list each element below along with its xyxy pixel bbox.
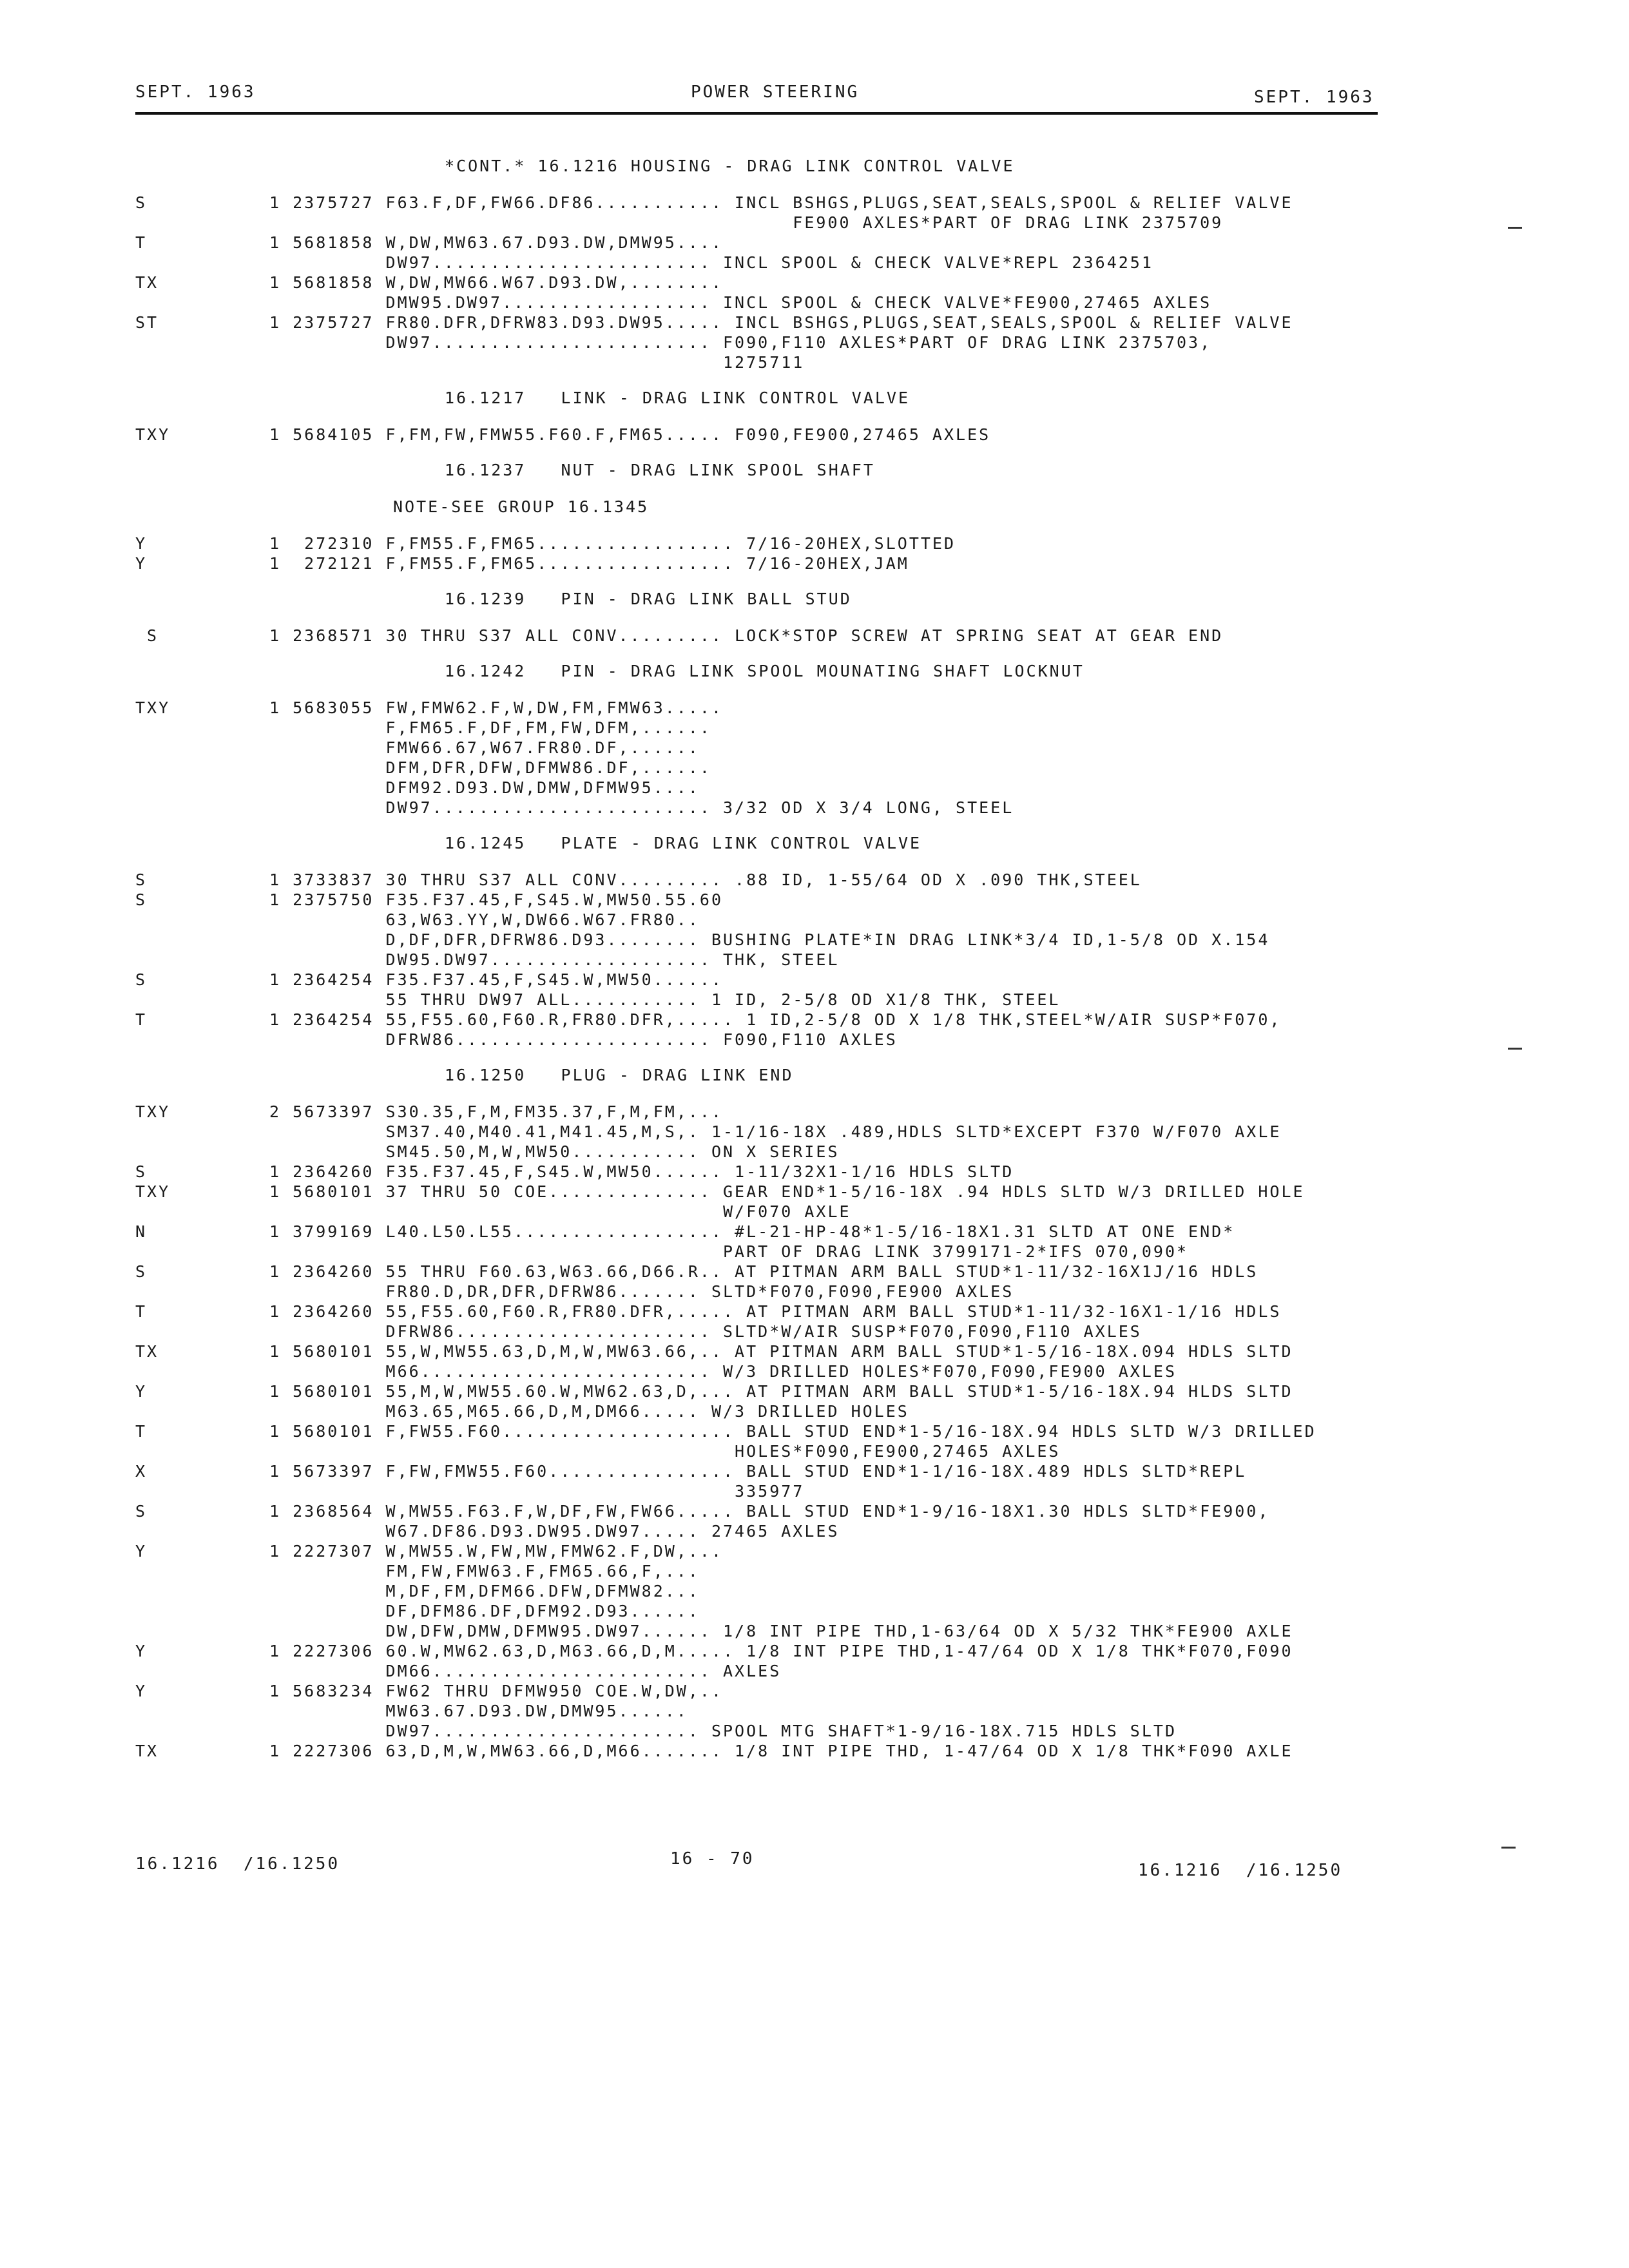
part-entry: 1 2364260 55,F55.60,F60.R,FR80.DFR,..... AT PITMAN ARM BALL STUD*1-11/32-16X1-1/16 HDLS bbox=[269, 1302, 1282, 1321]
parts-line bbox=[135, 1142, 1398, 1162]
section-heading bbox=[135, 833, 1398, 853]
parts-line bbox=[135, 1381, 1398, 1401]
parts-line bbox=[135, 738, 1398, 758]
model-code: Y bbox=[135, 1542, 148, 1561]
parts-line bbox=[135, 312, 1398, 332]
header-rule bbox=[135, 112, 1378, 115]
model-code: TX bbox=[135, 1342, 159, 1361]
part-entry: 1 2227306 63,D,M,W,MW63.66,D,M66....... 1/8 INT PIPE THD, 1-47/64 OD X 1/8 THK*F090 AXLE bbox=[269, 1742, 1293, 1760]
model-code: X bbox=[135, 1462, 148, 1481]
part-entry: 335977 bbox=[269, 1482, 805, 1501]
model-code: T bbox=[135, 1302, 148, 1321]
part-entry: 1 5680101 37 THRU 50 COE.............. GEAR END*1-5/16-18X .94 HDLS SLTD W/3 DRILLED HOLE bbox=[269, 1182, 1305, 1201]
part-entry: FR80.D,DR,DFR,DFRW86....... SLTD*F070,F090,FE900 AXLES bbox=[269, 1282, 1014, 1301]
part-entry: FE900 AXLES*PART OF DRAG LINK 2375709 bbox=[269, 213, 1224, 232]
part-entry: DF,DFM86.DF,DFM92.D93...... bbox=[269, 1602, 700, 1620]
parts-line bbox=[135, 1441, 1398, 1461]
parts-line bbox=[135, 1282, 1398, 1302]
parts-listing bbox=[135, 140, 1398, 1761]
section-title: 16.1242 PIN - DRAG LINK SPOOL MOUNATING SHAFT LOCKNUT bbox=[445, 662, 1084, 680]
part-entry: 1 272310 F,FM55.F,FM65................. 7/16-20HEX,SLOTTED bbox=[269, 534, 956, 553]
model-code: S bbox=[135, 626, 159, 645]
part-entry: DW,DFW,DMW,DFMW95.DW97...... 1/8 INT PIPE THD,1-63/64 OD X 5/32 THK*FE900 AXLE bbox=[269, 1622, 1293, 1640]
model-code: Y bbox=[135, 534, 148, 553]
parts-line bbox=[135, 1741, 1398, 1761]
part-entry: 1 2364260 55 THRU F60.63,W63.66,D66.R.. AT PITMAN ARM BALL STUD*1-11/32-16X1J/16 HDLS bbox=[269, 1262, 1258, 1281]
section-title: 16.1237 NUT - DRAG LINK SPOOL SHAFT bbox=[445, 461, 875, 479]
parts-line bbox=[135, 1521, 1398, 1541]
section-note bbox=[135, 497, 1398, 517]
margin-mark bbox=[1508, 227, 1522, 229]
part-entry: DW97........................ 3/32 OD X 3/4 LONG, STEEL bbox=[269, 798, 1014, 817]
parts-line bbox=[135, 970, 1398, 990]
model-code: TX bbox=[135, 1742, 159, 1760]
part-entry: 1 2368571 30 THRU S37 ALL CONV......... LOCK*STOP SCREW AT SPRING SEAT AT GEAR END bbox=[269, 626, 1224, 645]
part-entry: 1 5681858 W,DW,MW66.W67.D93.DW,........ bbox=[269, 273, 723, 292]
parts-line bbox=[135, 1641, 1398, 1661]
part-entry: 1 5680101 F,FW55.F60.................... BALL STUD END*1-5/16-18X.94 HDLS SLTD W/3 DRILLED bbox=[269, 1422, 1316, 1441]
parts-line bbox=[135, 1701, 1398, 1721]
parts-line bbox=[135, 1182, 1398, 1202]
section-title: 16.1239 PIN - DRAG LINK BALL STUD bbox=[445, 590, 852, 608]
part-entry: D,DF,DFR,DFRW86.D93........ BUSHING PLATE*IN DRAG LINK*3/4 ID,1-5/8 OD X.154 bbox=[269, 930, 1270, 949]
parts-line bbox=[135, 1601, 1398, 1621]
part-entry: 1 5680101 55,M,W,MW55.60.W,MW62.63,D,... AT PITMAN ARM BALL STUD*1-5/16-18X.94 HLDS SLTD bbox=[269, 1382, 1293, 1401]
model-code: T bbox=[135, 1422, 148, 1441]
parts-line bbox=[135, 1361, 1398, 1381]
parts-line bbox=[135, 352, 1398, 372]
parts-line bbox=[135, 1030, 1398, 1050]
part-entry: DW97....................... SPOOL MTG SHAFT*1-9/16-18X.715 HDLS SLTD bbox=[269, 1722, 1177, 1740]
footer-range-right: 16.1216 /16.1250 bbox=[1138, 1861, 1343, 1880]
parts-line bbox=[135, 1302, 1398, 1321]
part-entry: DFRW86...................... F090,F110 AXLES bbox=[269, 1030, 898, 1049]
part-entry: 1 5683234 FW62 THRU DFMW950 COE.W,DW,.. bbox=[269, 1682, 723, 1700]
parts-line bbox=[135, 1681, 1398, 1701]
footer-range-left: 16.1216 /16.1250 bbox=[135, 1854, 340, 1874]
part-entry: DW97........................ INCL SPOOL & CHECK VALVE*REPL 2364251 bbox=[269, 253, 1153, 272]
parts-line bbox=[135, 798, 1398, 818]
parts-line bbox=[135, 1242, 1398, 1262]
section-heading bbox=[135, 1065, 1398, 1085]
parts-line bbox=[135, 890, 1398, 910]
parts-line bbox=[135, 1561, 1398, 1581]
model-code: S bbox=[135, 870, 148, 889]
part-entry: FM,FW,FMW63.F,FM65.66,F,... bbox=[269, 1562, 700, 1581]
part-entry: 1 3733837 30 THRU S37 ALL CONV......... .88 ID, 1-55/64 OD X .090 THK,STEEL bbox=[269, 870, 1142, 889]
part-entry: 1 2364254 55,F55.60,F60.R,FR80.DFR,..... 1 ID,2-5/8 OD X 1/8 THK,STEEL*W/AIR SUSP*F070, bbox=[269, 1010, 1282, 1029]
note-text: NOTE-SEE GROUP 16.1345 bbox=[393, 497, 650, 516]
model-code: S bbox=[135, 193, 148, 212]
parts-line bbox=[135, 758, 1398, 778]
part-entry: FMW66.67,W67.FR80.DF,...... bbox=[269, 738, 700, 757]
parts-line bbox=[135, 626, 1398, 646]
parts-line bbox=[135, 1501, 1398, 1521]
model-code: S bbox=[135, 890, 148, 909]
part-entry: M66......................... W/3 DRILLED HOLES*F070,F090,FE900 AXLES bbox=[269, 1362, 1177, 1381]
parts-line bbox=[135, 332, 1398, 352]
part-entry: W67.DF86.D93.DW95.DW97..... 27465 AXLES bbox=[269, 1522, 840, 1541]
part-entry: M,DF,FM,DFM66.DFW,DFMW82... bbox=[269, 1582, 700, 1600]
parts-line bbox=[135, 778, 1398, 798]
part-entry: MW63.67.D93.DW,DMW95...... bbox=[269, 1702, 688, 1720]
part-entry: 1 5673397 F,FW,FMW55.F60................ BALL STUD END*1-1/16-18X.489 HDLS SLTD*REPL bbox=[269, 1462, 1247, 1481]
parts-line bbox=[135, 990, 1398, 1010]
parts-line bbox=[135, 1262, 1398, 1282]
parts-line bbox=[135, 553, 1398, 573]
parts-line bbox=[135, 425, 1398, 445]
part-entry: 1 272121 F,FM55.F,FM65................. 7/16-20HEX,JAM bbox=[269, 554, 909, 573]
parts-line bbox=[135, 1102, 1398, 1122]
parts-line bbox=[135, 1421, 1398, 1441]
model-code: TXY bbox=[135, 1102, 171, 1121]
parts-line bbox=[135, 1481, 1398, 1501]
part-entry: DW95.DW97................... THK, STEEL bbox=[269, 950, 840, 969]
part-entry: M63.65,M65.66,D,M,DM66..... W/3 DRILLED HOLES bbox=[269, 1402, 909, 1421]
part-entry: DFRW86...................... SLTD*W/AIR SUSP*F070,F090,F110 AXLES bbox=[269, 1322, 1142, 1341]
parts-line bbox=[135, 1661, 1398, 1681]
part-entry: 1 2364260 F35.F37.45,F,S45.W,MW50...... 1-11/32X1-1/16 HDLS SLTD bbox=[269, 1162, 1014, 1181]
model-code: N bbox=[135, 1222, 148, 1241]
model-code: S bbox=[135, 1502, 148, 1521]
part-entry: DMW95.DW97.................. INCL SPOOL & CHECK VALVE*FE900,27465 AXLES bbox=[269, 293, 1212, 312]
section-title: 16.1217 LINK - DRAG LINK CONTROL VALVE bbox=[445, 389, 911, 407]
part-entry: 1275711 bbox=[269, 353, 805, 372]
part-entry: 1 2364254 F35.F37.45,F,S45.W,MW50...... bbox=[269, 970, 723, 989]
part-entry: 1 2375750 F35.F37.45,F,S45.W,MW50.55.60 bbox=[269, 890, 723, 909]
header-date-right: SEPT. 1963 bbox=[1254, 88, 1374, 107]
parts-line bbox=[135, 1721, 1398, 1741]
parts-line bbox=[135, 233, 1398, 253]
section-heading bbox=[135, 589, 1398, 609]
part-entry: 1 2375727 FR80.DFR,DFRW83.D93.DW95..... INCL BSHGS,PLUGS,SEAT,SEALS,SPOOL & RELIEF VALVE bbox=[269, 313, 1293, 332]
parts-line bbox=[135, 213, 1398, 233]
part-entry: 2 5673397 S30.35,F,M,FM35.37,F,M,FM,... bbox=[269, 1102, 723, 1121]
model-code: TXY bbox=[135, 1182, 171, 1201]
model-code: Y bbox=[135, 1382, 148, 1401]
part-entry: DM66........................ AXLES bbox=[269, 1662, 782, 1680]
parts-line bbox=[135, 253, 1398, 273]
part-entry: DFM92.D93.DW,DMW,DFMW95.... bbox=[269, 778, 700, 797]
parts-line bbox=[135, 930, 1398, 950]
parts-line bbox=[135, 1162, 1398, 1182]
model-code: Y bbox=[135, 554, 148, 573]
footer-page-number: 16 - 70 bbox=[670, 1849, 755, 1869]
parts-line bbox=[135, 1581, 1398, 1601]
header-title: POWER STEERING bbox=[691, 82, 860, 102]
margin-mark bbox=[1508, 1048, 1522, 1050]
parts-line bbox=[135, 533, 1398, 553]
model-code: S bbox=[135, 970, 148, 989]
model-code: T bbox=[135, 233, 148, 252]
part-entry: DFM,DFR,DFW,DFMW86.DF,...... bbox=[269, 758, 711, 777]
part-entry: 1 3799169 L40.L50.L55.................. #L-21-HP-48*1-5/16-18X1.31 SLTD AT ONE END* bbox=[269, 1222, 1235, 1241]
parts-line bbox=[135, 870, 1398, 890]
section-title: 16.1245 PLATE - DRAG LINK CONTROL VALVE bbox=[445, 834, 922, 852]
part-entry: HOLES*F090,FE900,27465 AXLES bbox=[269, 1442, 1061, 1461]
parts-line bbox=[135, 1461, 1398, 1481]
parts-line bbox=[135, 1321, 1398, 1341]
model-code: Y bbox=[135, 1642, 148, 1660]
part-entry: SM45.50,M,W,MW50........... ON X SERIES bbox=[269, 1142, 840, 1161]
part-entry: 1 2368564 W,MW55.F63.F,W,DF,FW,FW66..... BALL STUD END*1-9/16-18X1.30 HDLS SLTD*FE900, bbox=[269, 1502, 1270, 1521]
parts-line bbox=[135, 293, 1398, 312]
parts-line bbox=[135, 273, 1398, 293]
part-entry: 63,W63.YY,W,DW66.W67.FR80.. bbox=[269, 910, 700, 929]
part-entry: 1 5680101 55,W,MW55.63,D,M,W,MW63.66,.. AT PITMAN ARM BALL STUD*1-5/16-18X.094 HDLS SLTD bbox=[269, 1342, 1293, 1361]
section-heading bbox=[135, 460, 1398, 480]
parts-line bbox=[135, 1621, 1398, 1641]
parts-line bbox=[135, 718, 1398, 738]
parts-line bbox=[135, 1222, 1398, 1242]
parts-line bbox=[135, 193, 1398, 213]
parts-line bbox=[135, 1401, 1398, 1421]
part-entry: 1 2375727 F63.F,DF,FW66.DF86........... INCL BSHGS,PLUGS,SEAT,SEALS,SPOOL & RELIEF VALVE bbox=[269, 193, 1293, 212]
part-entry: F,FM65.F,DF,FM,FW,DFM,...... bbox=[269, 718, 711, 737]
parts-line bbox=[135, 1202, 1398, 1222]
margin-mark bbox=[1501, 1847, 1516, 1849]
part-entry: 1 2227306 60.W,MW62.63,D,M63.66,D,M..... 1/8 INT PIPE THD,1-47/64 OD X 1/8 THK*F070,F090 bbox=[269, 1642, 1293, 1660]
section-heading bbox=[135, 388, 1398, 408]
part-entry: 55 THRU DW97 ALL........... 1 ID, 2-5/8 OD X1/8 THK, STEEL bbox=[269, 990, 1061, 1009]
part-entry: 1 5683055 FW,FMW62.F,W,DW,FM,FMW63..... bbox=[269, 698, 723, 717]
part-entry: DW97........................ F090,F110 AXLES*PART OF DRAG LINK 2375703, bbox=[269, 333, 1212, 352]
parts-line bbox=[135, 1341, 1398, 1361]
model-code: TXY bbox=[135, 425, 171, 444]
parts-line bbox=[135, 1541, 1398, 1561]
parts-line bbox=[135, 698, 1398, 718]
parts-line bbox=[135, 950, 1398, 970]
part-entry: 1 2227307 W,MW55.W,FW,MW,FMW62.F,DW,... bbox=[269, 1542, 723, 1561]
parts-line bbox=[135, 910, 1398, 930]
model-code: TX bbox=[135, 273, 159, 292]
parts-line bbox=[135, 1122, 1398, 1142]
header-date-left: SEPT. 1963 bbox=[135, 82, 256, 102]
part-entry: PART OF DRAG LINK 3799171-2*IFS 070,090* bbox=[269, 1242, 1189, 1261]
section-heading bbox=[135, 661, 1398, 681]
section-title: *CONT.* 16.1216 HOUSING - DRAG LINK CONTROL VALVE bbox=[445, 157, 1015, 175]
model-code: S bbox=[135, 1262, 148, 1281]
part-entry: SM37.40,M40.41,M41.45,M,S,. 1-1/16-18X .489,HDLS SLTD*EXCEPT F370 W/F070 AXLE bbox=[269, 1122, 1282, 1141]
part-entry: W/F070 AXLE bbox=[269, 1202, 851, 1221]
model-code: TXY bbox=[135, 698, 171, 717]
part-entry: 1 5681858 W,DW,MW63.67.D93.DW,DMW95.... bbox=[269, 233, 723, 252]
part-entry: 1 5684105 F,FM,FW,FMW55.F60.F,FM65..... F090,FE900,27465 AXLES bbox=[269, 425, 991, 444]
parts-line bbox=[135, 1010, 1398, 1030]
model-code: ST bbox=[135, 313, 159, 332]
model-code: S bbox=[135, 1162, 148, 1181]
model-code: T bbox=[135, 1010, 148, 1029]
model-code: Y bbox=[135, 1682, 148, 1700]
section-heading bbox=[135, 156, 1398, 176]
section-title: 16.1250 PLUG - DRAG LINK END bbox=[445, 1066, 794, 1084]
